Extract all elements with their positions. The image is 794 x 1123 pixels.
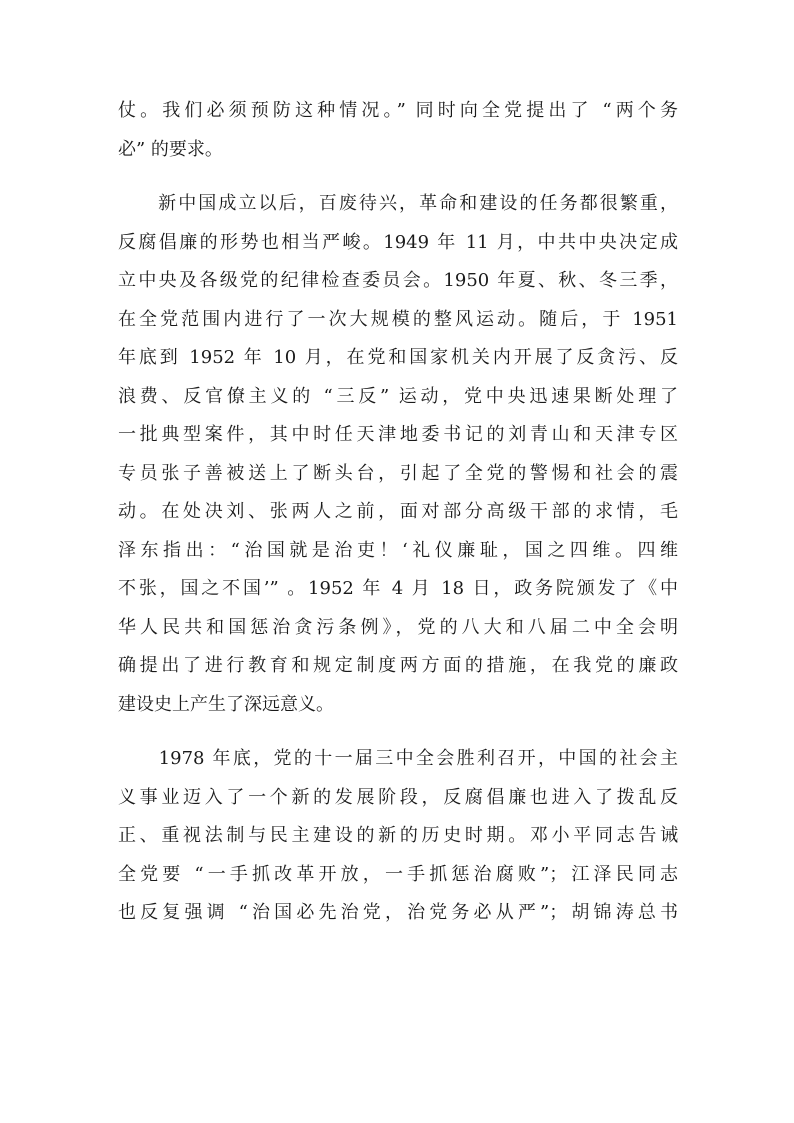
paragraph-3 [118,740,678,933]
text-line: 动。在处决刘、张两人之前，面对部分高级干部的求情，毛 [118,501,678,522]
text-line: 年底到 1952 年 10 月，在党和国家机关内开展了反贪污、反 [118,347,678,368]
text-line: 不张，国之不国’” 。1952 年 4 月 18 日，政务院颁发了《中 [118,578,678,599]
text-line: 泽东指出：“治国就是治吏！‘礼仪廉耻，国之四维。四维 [118,539,678,561]
text-line: 义事业迈入了一个新的发展阶段，反腐倡廉也进入了拨乱反 [118,786,678,808]
text-line: 全党要 “一手抓改革开放，一手抓惩治腐败”；江泽民同志 [118,863,678,885]
text-line: 也反复强调 “治国必先治党，治党务必从严”；胡锦涛总书 [118,902,678,923]
text-line: 正、重视法制与民主建设的新的历史时期。邓小平同志告诫 [118,825,678,846]
text-line: 反腐倡廉的形势也相当严峻。1949 年 11 月，中共中央决定成 [118,231,678,253]
text-line: 建设史上产生了深远意义。 [118,693,334,715]
text-line: 立中央及各级党的纪律检查委员会。1950 年夏、秋、冬三季， [118,270,678,291]
document-body [118,92,678,933]
text-line: 浪费、反官僚主义的 “三反” 运动，党中央迅速果断处理了 [118,385,678,407]
text-line: 1978 年底，党的十一届三中全会胜利召开，中国的社会主 [118,748,678,769]
text-line: 一批典型案件，其中时任天津地委书记的刘青山和天津专区 [118,424,678,445]
paragraph-2 [118,185,678,724]
text-line: 在全党范围内进行了一次大规模的整风运动。随后，于 1951 [118,308,678,330]
paragraph-gap [118,169,678,185]
text-line: 仗。我们必须预防这种情况。” 同时向全党提出了 “两个务 [118,100,678,121]
text-line: 华人民共和国惩治贪污条例》，党的八大和八届二中全会明 [118,616,678,638]
text-line: 确提出了进行教育和规定制度两方面的措施，在我党的廉政 [118,655,678,676]
text-line: 新中国成立以后，百废待兴，革命和建设的任务都很繁重， [118,193,678,214]
paragraph-gap [118,724,678,740]
paragraph-1 [118,92,678,169]
text-line: 必” 的要求。 [118,138,223,160]
text-line: 专员张子善被送上了断头台，引起了全党的警惕和社会的震 [118,462,678,484]
